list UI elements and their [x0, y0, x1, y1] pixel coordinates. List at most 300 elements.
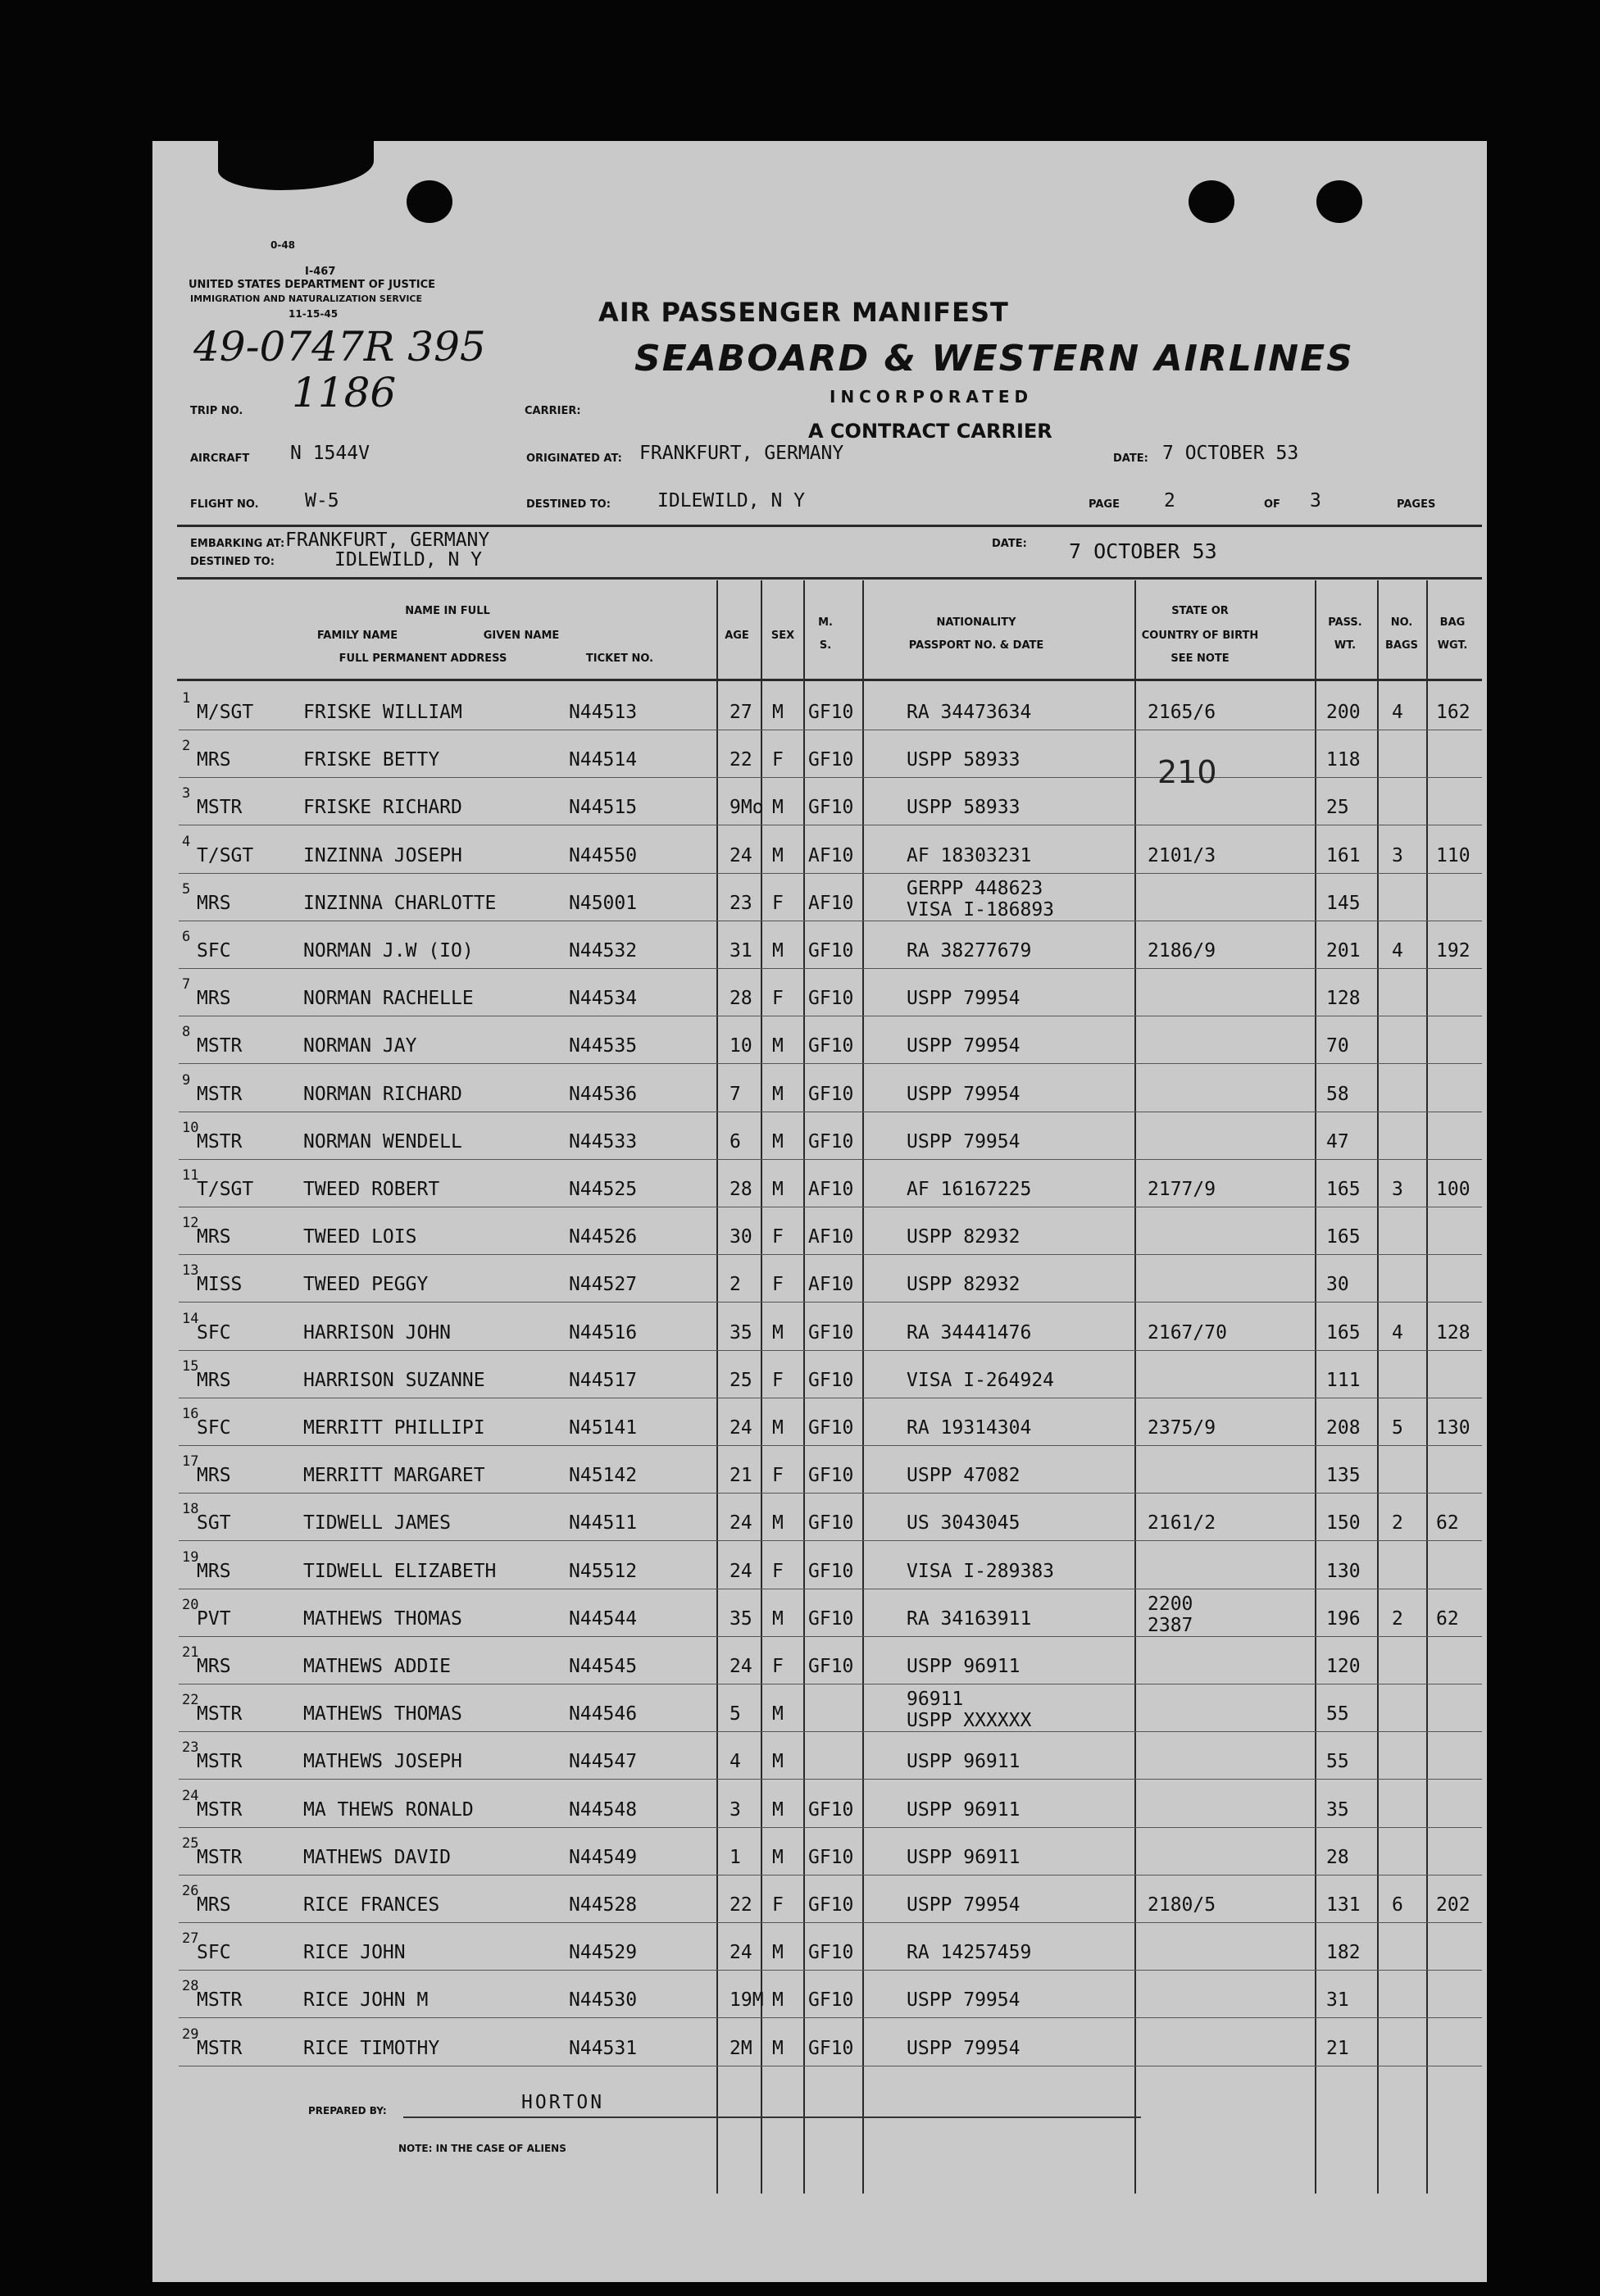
- passenger-weight: 200: [1326, 702, 1361, 723]
- bag-count: 6: [1392, 1894, 1403, 1916]
- passport-number: USPP 79954: [907, 1130, 1020, 1153]
- passenger-title: MSTR: [197, 1083, 243, 1105]
- sex: M: [772, 1846, 784, 1868]
- ticket-number: N44530: [569, 1989, 638, 2012]
- row-number: 26: [182, 1883, 199, 1899]
- age: 35: [730, 1321, 752, 1344]
- handwritten-trip-number: 1186: [292, 369, 397, 416]
- destined-label: DESTINED TO:: [526, 498, 611, 511]
- col-state-or: STATE OR: [1171, 605, 1229, 617]
- bag-count: 3: [1392, 1179, 1403, 1200]
- department: UNITED STATES DEPARTMENT OF JUSTICE: [189, 279, 436, 291]
- state-of-birth: 2165/6: [1148, 702, 1216, 723]
- age: 35: [730, 1607, 752, 1630]
- passport-number: USPP 79954: [907, 1083, 1020, 1105]
- punch-hole: [1316, 180, 1362, 223]
- row-number: 15: [182, 1357, 199, 1375]
- carrier-name: SEABOARD & WESTERN AIRLINES: [634, 338, 1354, 380]
- passenger-name: MERRITT PHILLIPI: [303, 1417, 485, 1439]
- state-of-birth: 2375/9: [1148, 1417, 1216, 1439]
- marital-status: GF10: [808, 1130, 854, 1153]
- sex: F: [772, 1369, 784, 1391]
- marital-status: GF10: [808, 1607, 854, 1630]
- sex: F: [772, 892, 784, 914]
- passenger-title: MRS: [197, 988, 231, 1010]
- state-of-birth: 2200: [1148, 1593, 1193, 1615]
- marital-status: GF10: [808, 1321, 854, 1344]
- marital-status: GF10: [808, 1035, 854, 1057]
- passenger-weight: 30: [1326, 1274, 1349, 1296]
- passenger-weight: 182: [1326, 1942, 1361, 1964]
- passport-number: RA 38277679: [907, 940, 1032, 962]
- table-row: [152, 1971, 1487, 2019]
- state-of-birth: 2186/9: [1148, 940, 1216, 962]
- ticket-number: N44528: [569, 1894, 638, 1916]
- sex: M: [772, 940, 784, 962]
- table-row: [152, 1590, 1487, 1638]
- passenger-name: NORMAN J.W (IO): [303, 940, 474, 962]
- passenger-weight: 165: [1326, 1226, 1361, 1248]
- passenger-weight: 47: [1326, 1130, 1349, 1153]
- marital-status: AF10: [808, 844, 854, 866]
- bag-weight: 62: [1436, 1512, 1459, 1534]
- table-row: [152, 922, 1487, 970]
- passport-number: USPP 96911: [907, 1751, 1020, 1773]
- table-row: [152, 875, 1487, 922]
- passenger-title: SGT: [197, 1512, 231, 1534]
- sex: F: [772, 1656, 784, 1677]
- age: 28: [730, 988, 752, 1010]
- row-rule: [179, 873, 1482, 874]
- table-row: [152, 2020, 1487, 2067]
- table-row: [152, 1399, 1487, 1447]
- row-number: 20: [182, 1596, 199, 1613]
- table-row: [152, 1733, 1487, 1780]
- passenger-title: PVT: [197, 1607, 231, 1630]
- ticket-number: N44550: [569, 844, 638, 866]
- passenger-weight: 150: [1326, 1512, 1361, 1534]
- passenger-name: NORMAN RACHELLE: [303, 988, 474, 1010]
- age: 22: [730, 749, 752, 771]
- passenger-name: FRISKE RICHARD: [303, 797, 462, 819]
- table-row: [152, 1781, 1487, 1829]
- table-row: [152, 1447, 1487, 1494]
- passenger-weight: 145: [1326, 892, 1361, 914]
- table-row: [152, 1304, 1487, 1352]
- passenger-weight: 208: [1326, 1417, 1361, 1439]
- age: 6: [730, 1130, 741, 1153]
- marital-status: GF10: [808, 1417, 854, 1439]
- page-value: 2: [1164, 490, 1175, 511]
- passport-number: USPP 96911: [907, 1656, 1020, 1677]
- passenger-name: MATHEWS ADDIE: [303, 1656, 452, 1677]
- state-of-birth: 2167/70: [1148, 1321, 1227, 1344]
- embarking-label: EMBARKING AT:: [190, 538, 285, 550]
- destined-value: IDLEWILD, N Y: [657, 490, 806, 511]
- passport-number: USPP 58933: [907, 797, 1020, 819]
- passenger-name: MATHEWS THOMAS: [303, 1703, 462, 1725]
- bag-weight: 110: [1436, 844, 1470, 866]
- passport-number-second-line: USPP XXXXXX: [907, 1710, 1032, 1732]
- passenger-weight: 130: [1326, 1560, 1361, 1582]
- rule: [177, 679, 1482, 681]
- age: 21: [730, 1465, 752, 1487]
- passport-number: USPP 47082: [907, 1465, 1020, 1487]
- punch-hole: [1189, 180, 1234, 223]
- row-number: 5: [182, 880, 191, 898]
- passenger-name: MATHEWS DAVID: [303, 1846, 452, 1868]
- passenger-name: TIDWELL ELIZABETH: [303, 1560, 497, 1582]
- ticket-number: N44516: [569, 1321, 638, 1344]
- age: 24: [730, 1512, 752, 1534]
- marital-status: GF10: [808, 2037, 854, 2059]
- passenger-weight: 31: [1326, 1989, 1349, 2012]
- age: 10: [730, 1035, 752, 1057]
- sex: F: [772, 1560, 784, 1582]
- table-row: [152, 1685, 1487, 1733]
- age: 9Mo: [730, 797, 764, 819]
- row-rule: [179, 1254, 1482, 1255]
- date-label: DATE:: [1113, 452, 1148, 465]
- row-rule: [179, 1970, 1482, 1971]
- passenger-title: MRS: [197, 1560, 231, 1582]
- passenger-name: HARRISON JOHN: [303, 1321, 452, 1344]
- age: 24: [730, 844, 752, 866]
- bag-count: 5: [1392, 1417, 1403, 1439]
- passenger-name: INZINNA CHARLOTTE: [303, 892, 497, 914]
- marital-status: GF10: [808, 749, 854, 771]
- row-rule: [179, 968, 1482, 969]
- sex: M: [772, 1703, 784, 1725]
- passenger-weight: 196: [1326, 1607, 1361, 1630]
- ticket-number: N44513: [569, 702, 638, 723]
- row-number: 21: [182, 1644, 199, 1661]
- table-row: [152, 1924, 1487, 1971]
- sex: M: [772, 844, 784, 866]
- of-label: OF: [1264, 498, 1280, 511]
- manifest-title: AIR PASSENGER MANIFEST: [598, 297, 1009, 328]
- passenger-weight: 131: [1326, 1894, 1361, 1916]
- state-of-birth: 2180/5: [1148, 1894, 1216, 1916]
- row-number: 8: [182, 1024, 191, 1041]
- form-date-code: 11-15-45: [289, 308, 339, 320]
- rule: [177, 577, 1482, 580]
- bag-weight: 130: [1436, 1417, 1470, 1439]
- prepared-by-label: PREPARED BY:: [308, 2105, 387, 2116]
- marital-status: GF10: [808, 1512, 854, 1534]
- passenger-name: NORMAN RICHARD: [303, 1083, 462, 1105]
- passenger-title: MSTR: [197, 1130, 243, 1153]
- col-wt: WT.: [1334, 639, 1357, 652]
- col-age: AGE: [725, 630, 749, 642]
- ticket-number: N44548: [569, 1798, 638, 1821]
- passenger-name: RICE FRANCES: [303, 1894, 440, 1916]
- rule: [177, 525, 1482, 527]
- passenger-weight: 118: [1326, 749, 1361, 771]
- age: 23: [730, 892, 752, 914]
- passenger-weight: 55: [1326, 1751, 1349, 1773]
- ticket-number: N44534: [569, 988, 638, 1010]
- passenger-weight: 28: [1326, 1846, 1349, 1868]
- row-rule: [179, 1493, 1482, 1494]
- trip-no-label: TRIP NO.: [190, 405, 243, 417]
- ticket-number: N44526: [569, 1226, 638, 1248]
- age: 2M: [730, 2037, 752, 2059]
- age: 25: [730, 1369, 752, 1391]
- row-rule: [179, 1779, 1482, 1780]
- age: 24: [730, 1417, 752, 1439]
- punch-hole: [407, 180, 452, 223]
- marital-status: AF10: [808, 1274, 854, 1296]
- sex: M: [772, 1130, 784, 1153]
- sex: M: [772, 1417, 784, 1439]
- form-code-top: 0-48: [270, 239, 296, 251]
- bag-weight: 62: [1436, 1607, 1459, 1630]
- bag-weight: 162: [1436, 702, 1470, 723]
- originated-value: FRANKFURT, GERMANY: [639, 443, 844, 464]
- destined-label-2: DESTINED TO:: [190, 556, 275, 568]
- contract-carrier: A CONTRACT CARRIER: [808, 420, 1052, 443]
- ticket-number: N44529: [569, 1942, 638, 1964]
- marital-status: AF10: [808, 1179, 854, 1200]
- passenger-weight: 70: [1326, 1035, 1349, 1057]
- sex: M: [772, 1751, 784, 1773]
- passenger-title: MSTR: [197, 2037, 243, 2059]
- marital-status: GF10: [808, 1989, 854, 2012]
- age: 30: [730, 1226, 752, 1248]
- ticket-number: N44525: [569, 1179, 638, 1200]
- table-row: [152, 1017, 1487, 1065]
- passenger-title: MSTR: [197, 1846, 243, 1868]
- flight-no-label: FLIGHT NO.: [190, 498, 259, 511]
- row-number: 23: [182, 1739, 199, 1757]
- passenger-title: MRS: [197, 892, 231, 914]
- bag-count: 2: [1392, 1607, 1403, 1630]
- pages-label: PAGES: [1397, 498, 1436, 511]
- manifest-page: [152, 141, 1487, 2282]
- ticket-number: N45001: [569, 892, 638, 914]
- passport-number: USPP 79954: [907, 2037, 1020, 2059]
- age: 3: [730, 1798, 741, 1821]
- col-pass: PASS.: [1328, 616, 1362, 629]
- row-number: 4: [182, 833, 191, 850]
- passenger-name: MATHEWS JOSEPH: [303, 1751, 462, 1773]
- row-number: 29: [182, 2025, 199, 2043]
- ticket-number: N45512: [569, 1560, 638, 1582]
- passenger-title: MRS: [197, 1465, 231, 1487]
- bag-count: 3: [1392, 844, 1403, 866]
- passenger-title: T/SGT: [197, 1179, 254, 1200]
- passenger-weight: 161: [1326, 844, 1361, 866]
- passenger-name: TWEED LOIS: [303, 1226, 417, 1248]
- ticket-number: N44511: [569, 1512, 638, 1534]
- date-label-2: DATE:: [992, 538, 1027, 550]
- row-number: 18: [182, 1501, 199, 1518]
- passenger-weight: 58: [1326, 1083, 1349, 1105]
- sex: F: [772, 1465, 784, 1487]
- passenger-title: SFC: [197, 1321, 231, 1344]
- torn-corner: [218, 141, 374, 190]
- table-row: [152, 779, 1487, 826]
- passenger-title: SFC: [197, 1942, 231, 1964]
- passport-number: RA 14257459: [907, 1942, 1032, 1964]
- table-row: [152, 1494, 1487, 1542]
- marital-status: GF10: [808, 1846, 854, 1868]
- table-row: [152, 1113, 1487, 1161]
- passenger-title: MSTR: [197, 1989, 243, 2012]
- sex: M: [772, 1512, 784, 1534]
- passport-number: USPP 58933: [907, 749, 1020, 771]
- sex: M: [772, 1321, 784, 1344]
- row-number: 24: [182, 1787, 199, 1804]
- passenger-title: MISS: [197, 1274, 243, 1296]
- passenger-name: RICE JOHN M: [303, 1989, 429, 2012]
- passport-number: 96911: [907, 1689, 964, 1711]
- sex: F: [772, 1226, 784, 1248]
- marital-status: GF10: [808, 1656, 854, 1677]
- row-number: 7: [182, 976, 191, 993]
- passenger-name: TWEED ROBERT: [303, 1179, 440, 1200]
- state-of-birth: 2161/2: [1148, 1512, 1216, 1534]
- row-number: 13: [182, 1262, 199, 1280]
- col-passport: PASSPORT NO. & DATE: [908, 639, 1044, 652]
- row-rule: [179, 1827, 1482, 1828]
- col-bags: BAGS: [1384, 639, 1418, 652]
- age: 2: [730, 1274, 741, 1296]
- age: 24: [730, 1942, 752, 1964]
- row-number: 10: [182, 1119, 199, 1136]
- ticket-number: N44532: [569, 940, 638, 962]
- age: 22: [730, 1894, 752, 1916]
- passenger-weight: 35: [1326, 1798, 1349, 1821]
- row-number: 17: [182, 1453, 199, 1471]
- marital-status: GF10: [808, 1560, 854, 1582]
- state-of-birth-second-line: 2387: [1148, 1614, 1193, 1636]
- passport-number: USPP 79954: [907, 988, 1020, 1010]
- row-rule: [179, 1302, 1482, 1303]
- row-rule: [179, 1731, 1482, 1732]
- age: 24: [730, 1656, 752, 1677]
- sex: M: [772, 702, 784, 723]
- passenger-weight: 135: [1326, 1465, 1361, 1487]
- row-rule: [179, 2017, 1482, 2018]
- ticket-number: N44545: [569, 1656, 638, 1677]
- age: 31: [730, 940, 752, 962]
- marital-status: GF10: [808, 940, 854, 962]
- col-m: M.: [818, 616, 833, 629]
- passport-number: AF 18303231: [907, 844, 1032, 866]
- marital-status: GF10: [808, 1798, 854, 1821]
- sex: F: [772, 1274, 784, 1296]
- sex: M: [772, 1035, 784, 1057]
- bag-count: 4: [1392, 702, 1403, 723]
- passenger-title: MRS: [197, 1369, 231, 1391]
- passport-number: VISA I-264924: [907, 1369, 1055, 1391]
- row-rule: [179, 1636, 1482, 1637]
- table-row: [152, 1066, 1487, 1113]
- passport-number: USPP 82932: [907, 1226, 1020, 1248]
- col-address: FULL PERMANENT ADDRESS: [339, 652, 507, 665]
- row-rule: [179, 1159, 1482, 1160]
- age: 5: [730, 1703, 741, 1725]
- row-number: 11: [182, 1167, 199, 1184]
- bag-weight: 192: [1436, 940, 1470, 962]
- ticket-number: N45141: [569, 1417, 638, 1439]
- passport-number: USPP 82932: [907, 1274, 1020, 1296]
- ticket-number: N44531: [569, 2037, 638, 2059]
- ticket-number: N44547: [569, 1751, 638, 1773]
- sex: M: [772, 2037, 784, 2059]
- table-row: [152, 1829, 1487, 1876]
- carrier-label: CARRIER:: [525, 405, 581, 417]
- row-number: 27: [182, 1930, 199, 1948]
- passport-number: RA 34441476: [907, 1321, 1032, 1344]
- passport-number: RA 19314304: [907, 1417, 1032, 1439]
- marital-status: GF10: [808, 1083, 854, 1105]
- passenger-name: HARRISON SUZANNE: [303, 1369, 485, 1391]
- passenger-title: MSTR: [197, 1798, 243, 1821]
- aircraft-value: N 1544V: [290, 443, 370, 464]
- row-number: 9: [182, 1071, 191, 1089]
- passenger-weight: 165: [1326, 1179, 1361, 1200]
- row-rule: [179, 777, 1482, 778]
- marital-status: AF10: [808, 1226, 854, 1248]
- table-row: [152, 684, 1487, 731]
- sex: F: [772, 749, 784, 771]
- row-rule: [179, 1922, 1482, 1923]
- row-number: 6: [182, 929, 191, 945]
- passport-number: VISA I-289383: [907, 1560, 1055, 1582]
- of-value: 3: [1310, 490, 1321, 511]
- passenger-name: NORMAN WENDELL: [303, 1130, 462, 1153]
- passenger-weight: 111: [1326, 1369, 1361, 1391]
- row-number: 12: [182, 1215, 199, 1232]
- ticket-number: N44546: [569, 1703, 638, 1725]
- row-number: 14: [182, 1310, 199, 1327]
- passenger-weight: 25: [1326, 797, 1349, 819]
- table-row: [152, 1352, 1487, 1399]
- col-wgt: WGT.: [1437, 639, 1468, 652]
- row-rule: [179, 1350, 1482, 1351]
- ticket-number: N45142: [569, 1465, 638, 1487]
- col-country-of-birth: COUNTRY OF BIRTH: [1141, 630, 1259, 642]
- passenger-weight: 21: [1326, 2037, 1349, 2059]
- sex: M: [772, 1083, 784, 1105]
- passenger-title: M/SGT: [197, 702, 254, 723]
- passenger-title: MRS: [197, 1894, 231, 1916]
- table-row: [152, 1638, 1487, 1685]
- col-no: NO.: [1390, 616, 1413, 629]
- date-value: 7 OCTOBER 53: [1162, 443, 1299, 464]
- row-number: 28: [182, 1978, 199, 1995]
- ticket-number: N44517: [569, 1369, 638, 1391]
- originated-label: ORIGINATED AT:: [526, 452, 622, 465]
- bag-count: 2: [1392, 1512, 1403, 1534]
- sex: M: [772, 1798, 784, 1821]
- col-see-note: SEE NOTE: [1170, 652, 1230, 665]
- col-sex: SEX: [770, 630, 795, 642]
- ticket-number: N44527: [569, 1274, 638, 1296]
- destined-value-2: IDLEWILD, N Y: [334, 549, 483, 571]
- age: 1: [730, 1846, 741, 1868]
- row-number: 2: [182, 738, 191, 755]
- marital-status: GF10: [808, 797, 854, 819]
- marital-status: GF10: [808, 702, 854, 723]
- ticket-number: N44536: [569, 1083, 638, 1105]
- passenger-name: TWEED PEGGY: [303, 1274, 429, 1296]
- passport-number: US 3043045: [907, 1512, 1020, 1534]
- bag-weight: 128: [1436, 1321, 1470, 1344]
